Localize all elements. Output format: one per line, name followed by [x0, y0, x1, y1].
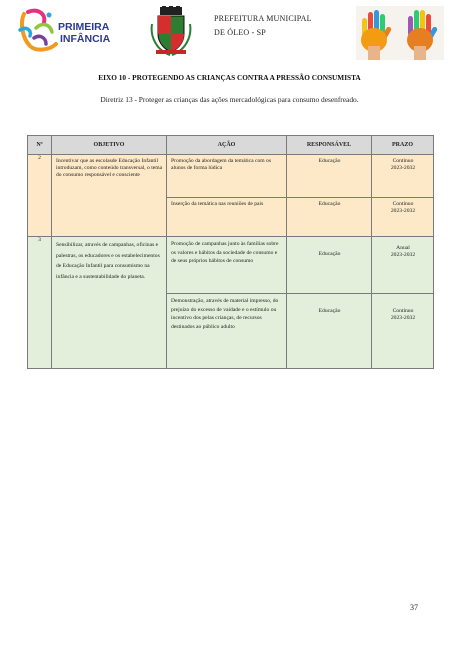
- logo-text-infancia: INFÂNCIA: [60, 33, 111, 45]
- responsavel-text: Educação: [318, 158, 341, 164]
- header-objetivo: OBJETIVO: [52, 136, 167, 155]
- logo-text-primeira: PRIMEIRA: [58, 21, 110, 33]
- prazo-type: Contínuo: [392, 201, 414, 207]
- header-acao: AÇÃO: [167, 136, 287, 155]
- header-prazo: PRAZO: [372, 136, 434, 155]
- responsavel-cell: [287, 155, 372, 198]
- prazo-cell: [372, 294, 434, 369]
- responsavel-cell: [287, 294, 372, 369]
- action-plan-table: [27, 135, 434, 369]
- acao-text: Promoção da abordagem da temática com os alunos de forma lúdica: [171, 158, 272, 171]
- acao-text: Inserção da temática nas reuniões de pais: [171, 201, 264, 207]
- objetivo-text: Sensibilizar, através de campanhas, oficinas e palestras, os educadores e os estabelecimentos de Educação Infantil para consumismo na infância e a sustentabilidade do planeta.: [56, 242, 160, 280]
- table-header-row: [28, 136, 434, 155]
- diretriz-text: Diretriz 13 - Proteger as crianças das ações mercadológicas para consumo desenfreado.: [100, 95, 359, 104]
- row-number: 2: [28, 155, 52, 237]
- acao-cell: [167, 237, 287, 294]
- header-responsavel: RESPONSÁVEL: [287, 136, 372, 155]
- table-row: [28, 155, 434, 198]
- eixo-title: EIXO 10 - PROTEGENDO AS CRIANÇAS CONTRA A PRESSÃO CONSUMISTA: [98, 73, 361, 82]
- prazo-period: 2023-2032: [390, 252, 416, 258]
- prazo-period: 2023-2032: [390, 165, 416, 171]
- prazo-cell: [372, 155, 434, 198]
- responsavel-text: Educação: [318, 201, 341, 207]
- acao-text: Promoção de campanhas junto às famílias sobre os valores e hábitos da sociedade de consumo e de seus próprios hábitos de consumo: [171, 241, 279, 264]
- responsavel-text: Educação: [318, 251, 341, 257]
- prazo-type: Anual: [396, 245, 410, 251]
- prefeitura-line-1: PREFEITURA MUNICIPAL: [214, 14, 312, 23]
- prazo-cell: [372, 198, 434, 237]
- row-number: 3: [28, 237, 52, 369]
- painted-hands-image: [356, 6, 444, 60]
- acao-text: Demonstração, através de material impresso, do prejuízo do excesso de vaidade e o estímulo ou incentivo dos pelas crianças, de recursos destinados ao público adulto: [171, 298, 279, 330]
- prazo-type: Contínuo: [392, 308, 414, 314]
- acao-cell: [167, 155, 287, 198]
- objetivo-cell: [52, 237, 167, 369]
- prazo-period: 2023-2032: [390, 315, 416, 321]
- prazo-cell: [372, 237, 434, 294]
- page-header: [0, 0, 459, 62]
- responsavel-cell: [287, 198, 372, 237]
- prazo-period: 2023-2032: [390, 208, 416, 214]
- table-row: [28, 237, 434, 294]
- primeira-infancia-logo: [16, 8, 128, 54]
- objetivo-text: Incentivar que as escolasde Educação Infantil introduzam, como conteúdo transversal, o tema do consumo responsável e consciente: [56, 158, 163, 178]
- objetivo-cell: [52, 155, 167, 237]
- responsavel-cell: [287, 237, 372, 294]
- acao-cell: [167, 198, 287, 237]
- municipal-coat-of-arms: [150, 6, 192, 56]
- prefeitura-line-2: DE ÓLEO - SP: [214, 28, 266, 37]
- page-number: 37: [410, 603, 418, 612]
- acao-cell: [167, 294, 287, 369]
- prefeitura-name: [214, 12, 312, 40]
- responsavel-text: Educação: [318, 308, 341, 314]
- header-numero: Nº: [28, 136, 52, 155]
- prazo-type: Contínuo: [392, 158, 414, 164]
